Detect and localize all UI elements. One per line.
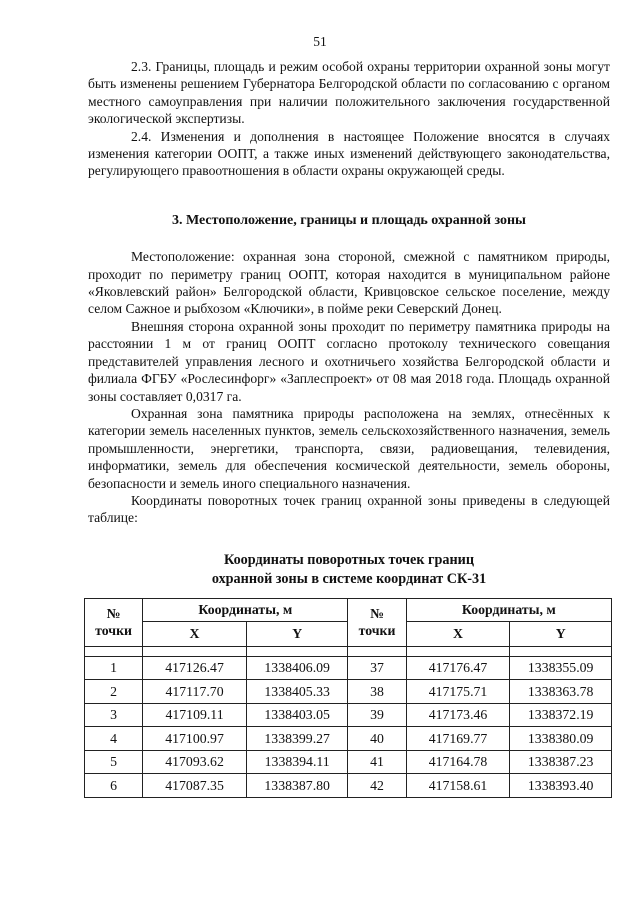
coord-y: 1338387.80 [246, 774, 348, 798]
paragraph-2-3: 2.3. Границы, площадь и режим особой охраны территории охранной зоны могут быть изменены решением Губернатора Белгородской области по согласованию с органом местного самоуправления при наличии положительного заключения государственной экологической экспертизы. [88, 59, 610, 127]
coord-y: 1338393.40 [510, 774, 612, 798]
coord-x: 417109.11 [143, 703, 247, 727]
header-y-left: Y [246, 621, 348, 646]
coord-y: 1338399.27 [246, 727, 348, 751]
coord-x: 417087.35 [143, 774, 247, 798]
point-number: 38 [348, 680, 406, 704]
section-heading: 3. Местоположение, границы и площадь охранной зоны [172, 212, 526, 228]
point-number: 3 [85, 703, 143, 727]
coord-y: 1338394.11 [246, 750, 348, 774]
header-coordinates-right: Координаты, м [406, 598, 611, 621]
coord-x: 417173.46 [406, 703, 510, 727]
paragraph-2-4: 2.4. Изменения и дополнения в настоящее Положение вносятся в случаях изменения категории ООПТ, а также иных изменений действующего законодательства, регулирующего правоотношения в области охраны окружающей среды. [88, 128, 610, 179]
table-spacer-row [85, 646, 612, 656]
point-number: 6 [85, 774, 143, 798]
table-title-line-2: охранной зоны в системе координат СК-31 [211, 571, 487, 588]
coord-y: 1338387.23 [510, 750, 612, 774]
coord-y: 1338405.33 [246, 680, 348, 704]
point-number: 39 [348, 703, 406, 727]
coord-x: 417093.62 [143, 750, 247, 774]
table-row [85, 774, 612, 798]
point-number: 40 [348, 727, 406, 751]
paragraph-land-category: Охранная зона памятника природы расположена на землях, отнесённых к категории земель населенных пунктов, земель сельскохозяйственного назначения, земель промышленности, энергетики, транспорта, связи, радиовещания, телевидения, информатики, земель для обеспечения космической деятельности, земель обороны, безопасности и земель иного специального назначения. [88, 405, 610, 491]
header-coordinates-left: Координаты, м [143, 598, 348, 621]
document-body [88, 58, 610, 798]
header-y-right: Y [510, 621, 612, 646]
point-number: 2 [85, 680, 143, 704]
coord-y: 1338380.09 [510, 727, 612, 751]
paragraph-table-intro: Координаты поворотных точек границ охранной зоны приведены в следующей таблице: [88, 492, 610, 526]
point-number: 42 [348, 774, 406, 798]
header-point-number-right: № точки [348, 598, 406, 646]
coord-x: 417117.70 [143, 680, 247, 704]
coord-x: 417100.97 [143, 727, 247, 751]
coord-y: 1338406.09 [246, 656, 348, 680]
coord-x: 417176.47 [406, 656, 510, 680]
table-row [85, 727, 612, 751]
coord-y: 1338363.78 [510, 680, 612, 704]
coord-x: 417158.61 [406, 774, 510, 798]
point-number: 1 [85, 656, 143, 680]
table-row [85, 680, 612, 704]
point-number: 37 [348, 656, 406, 680]
coord-y: 1338403.05 [246, 703, 348, 727]
paragraph-location: Местоположение: охранная зона стороной, смежной с памятником природы, проходит по периметру границ ООПТ, которая находится в муниципальном районе «Яковлевский район» Белгородской области, Кривцовское сельское поселение, между селом Сажное и рыбхозом «Ключики», в пойме реки Северский Донец. [88, 249, 610, 317]
point-number: 41 [348, 750, 406, 774]
header-point-number-left: № точки [85, 598, 143, 646]
point-number: 4 [85, 727, 143, 751]
table-title [88, 551, 610, 590]
coord-y: 1338372.19 [510, 703, 612, 727]
coordinates-table [84, 598, 612, 798]
table-row [85, 703, 612, 727]
table-row [85, 750, 612, 774]
coord-y: 1338355.09 [510, 656, 612, 680]
table-row [85, 656, 612, 680]
page-number: 51 [313, 34, 327, 49]
coord-x: 417169.77 [406, 727, 510, 751]
coord-x: 417175.71 [406, 680, 510, 704]
paragraph-outer-boundary: Внешняя сторона охранной зоны проходит по периметру памятника природы на расстоянии 1 м от границ ООПТ согласно протоколу технического совещания представителей управления лесного и охотничьего хозяйства Белгородской области и филиала ФГБУ «Рослесинфорг» «Заплеспроект» от 08 мая 2018 года. Площадь охранной зоны составляет 0,0317 га. [88, 318, 610, 404]
coord-x: 417164.78 [406, 750, 510, 774]
point-number: 5 [85, 750, 143, 774]
header-x-right: X [406, 621, 510, 646]
table-title-line-1: Координаты поворотных точек границ [223, 551, 475, 568]
coord-x: 417126.47 [143, 656, 247, 680]
header-x-left: X [143, 621, 247, 646]
table-header-row-1 [85, 598, 612, 621]
